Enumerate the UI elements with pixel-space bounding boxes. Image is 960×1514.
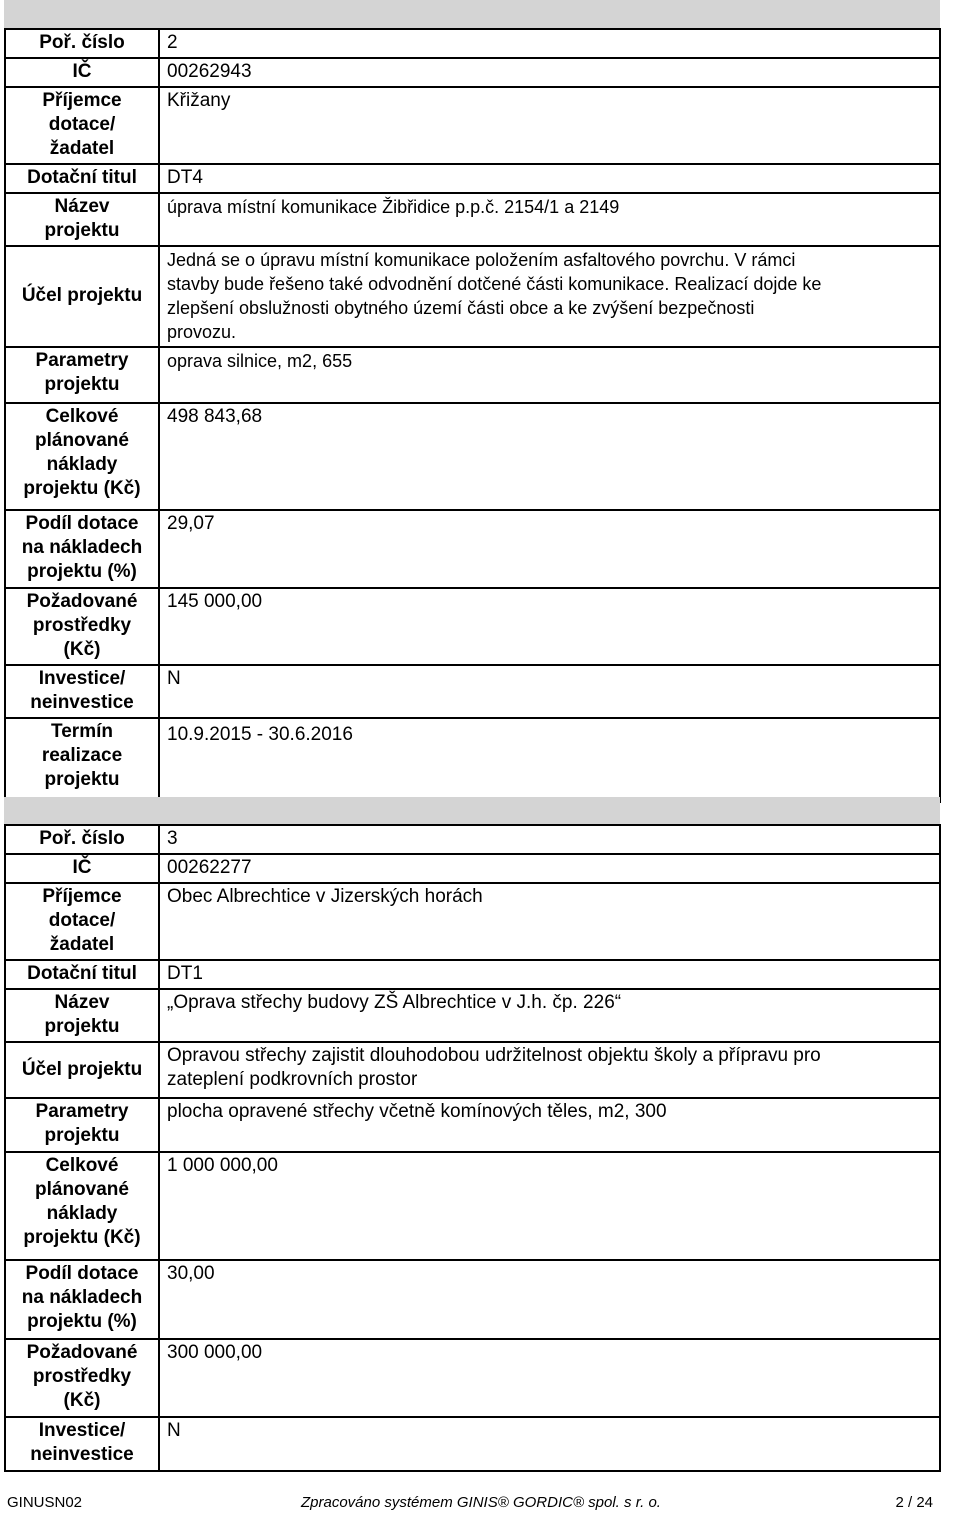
value-parametry: plocha opravené střechy včetně komínových těles, m2, 300	[159, 1098, 940, 1152]
label-prijemce: Příjemce dotace/ žadatel	[5, 883, 159, 960]
record-table-3	[4, 824, 941, 1472]
footer-system: Zpracováno systémem GINIS® GORDIC® spol. s r. o.	[301, 1494, 661, 1511]
label-parametry: Parametry projektu	[5, 347, 159, 403]
record-table-2	[4, 28, 941, 803]
value-prijemce: Obec Albrechtice v Jizerských horách	[159, 883, 940, 960]
value-investice: N	[159, 665, 940, 718]
label-nazev: Název projektu	[5, 989, 159, 1042]
label-investice: Investice/ neinvestice	[5, 665, 159, 718]
label-por-cislo: Poř. číslo	[5, 825, 159, 854]
value-ucel: Opravou střechy zajistit dlouhodobou udržitelnost objektu školy a přípravu pro zateplení podkrovních prostor	[159, 1042, 940, 1098]
value-por-cislo: 2	[159, 29, 940, 58]
value-podil-dotace: 29,07	[159, 510, 940, 588]
label-podil-dotace: Podíl dotace na nákladech projektu (%)	[5, 510, 159, 588]
value-celkove-naklady: 498 843,68	[159, 403, 940, 510]
label-pozadovane-prostredky: Požadované prostředky (Kč)	[5, 588, 159, 665]
label-nazev: Název projektu	[5, 193, 159, 246]
record-separator-top	[4, 0, 940, 28]
value-podil-dotace: 30,00	[159, 1260, 940, 1339]
value-dotacni-titul: DT1	[159, 960, 940, 989]
label-celkove-naklady: Celkové plánované náklady projektu (Kč)	[5, 403, 159, 510]
label-ucel: Účel projektu	[5, 246, 159, 347]
label-investice: Investice/ neinvestice	[5, 1417, 159, 1471]
label-dotacni-titul: Dotační titul	[5, 164, 159, 193]
value-nazev: „Oprava střechy budovy ZŠ Albrechtice v J.h. čp. 226“	[159, 989, 940, 1042]
value-celkove-naklady: 1 000 000,00	[159, 1152, 940, 1260]
value-dotacni-titul: DT4	[159, 164, 940, 193]
value-nazev: úprava místní komunikace Žibřidice p.p.č. 2154/1 a 2149	[159, 193, 940, 246]
value-ucel: Jedná se o úpravu místní komunikace položením asfaltového povrchu. V rámci stavby bude řešeno také odvodnění dotčené části komunikace. Realizací dojde ke zlepšení obslužnosti obytného území části obce a ke zvýšení bezpečnosti provozu.	[159, 246, 940, 347]
page-footer	[7, 1494, 933, 1514]
value-prijemce: Křižany	[159, 87, 940, 164]
label-parametry: Parametry projektu	[5, 1098, 159, 1152]
value-ic: 00262943	[159, 58, 940, 87]
label-celkove-naklady: Celkové plánované náklady projektu (Kč)	[5, 1152, 159, 1260]
value-por-cislo: 3	[159, 825, 940, 854]
label-ucel: Účel projektu	[5, 1042, 159, 1098]
value-pozadovane-prostredky: 145 000,00	[159, 588, 940, 665]
value-investice: N	[159, 1417, 940, 1471]
label-ic: IČ	[5, 58, 159, 87]
label-termin: Termín realizace projektu	[5, 718, 159, 802]
footer-page-number: 2 / 24	[895, 1494, 933, 1511]
record-separator	[4, 797, 940, 824]
value-termin: 10.9.2015 - 30.6.2016	[159, 718, 940, 802]
label-por-cislo: Poř. číslo	[5, 29, 159, 58]
value-ic: 00262277	[159, 854, 940, 883]
value-parametry: oprava silnice, m2, 655	[159, 347, 940, 403]
value-pozadovane-prostredky: 300 000,00	[159, 1339, 940, 1417]
label-pozadovane-prostredky: Požadované prostředky (Kč)	[5, 1339, 159, 1417]
label-prijemce: Příjemce dotace/ žadatel	[5, 87, 159, 164]
label-podil-dotace: Podíl dotace na nákladech projektu (%)	[5, 1260, 159, 1339]
footer-code: GINUSN02	[7, 1494, 83, 1511]
label-ic: IČ	[5, 854, 159, 883]
label-dotacni-titul: Dotační titul	[5, 960, 159, 989]
